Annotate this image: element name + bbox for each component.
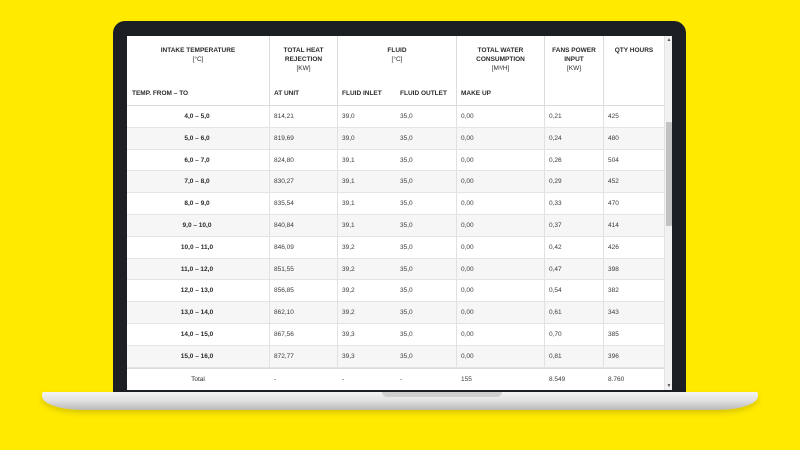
cell-outlet: 35,0 — [400, 243, 413, 251]
cell-fans: 0,47 — [549, 265, 562, 273]
cell-temp-range: 10,0 – 11,0 — [180, 243, 214, 251]
column-divider — [337, 324, 338, 345]
table-row — [127, 237, 664, 259]
cell-fans: 0,70 — [549, 331, 562, 338]
cell-inlet: 39,3 — [342, 352, 355, 360]
column-divider — [603, 128, 604, 149]
cell-water: 0,00 — [461, 200, 474, 208]
header-fluid-title: FLUID — [387, 47, 407, 54]
column-divider — [544, 346, 545, 367]
column-divider — [269, 128, 270, 149]
cell-heat: 824,80 — [274, 156, 294, 164]
column-divider — [456, 324, 457, 345]
column-divider — [337, 106, 338, 127]
laptop-screen — [127, 36, 672, 390]
cell-hours: 396 — [608, 352, 619, 360]
cell-hours: 398 — [608, 265, 619, 273]
cell-water: 0,00 — [461, 156, 474, 164]
column-divider — [456, 302, 457, 323]
column-divider — [337, 259, 338, 280]
cell-hours: 414 — [608, 222, 619, 229]
cell-water: 0,00 — [461, 265, 474, 273]
cell-temp-range: 7,0 – 8,0 — [184, 178, 210, 186]
column-divider — [456, 150, 457, 171]
table-header — [127, 36, 664, 106]
column-divider — [544, 237, 545, 258]
header-intake-title: INTAKE TEMPERATURE — [160, 47, 236, 54]
cell-fans: 0,61 — [549, 309, 562, 317]
table-row — [127, 193, 664, 215]
cell-inlet: 39,1 — [342, 156, 355, 164]
cell-fans: 0,81 — [549, 352, 562, 360]
cell-water: 0,00 — [461, 134, 474, 142]
header-water-unit: [M³/H] — [491, 65, 510, 72]
vertical-scrollbar[interactable] — [664, 36, 672, 390]
table-row — [127, 150, 664, 172]
column-divider — [603, 150, 604, 171]
cell-inlet: 39,1 — [342, 222, 355, 229]
column-divider — [269, 106, 270, 127]
column-divider — [544, 302, 545, 323]
header-qty-hours — [603, 36, 664, 106]
header-heat-unit: [KW] — [296, 65, 311, 72]
column-divider — [544, 193, 545, 214]
total-fans: 8.549 — [549, 376, 566, 383]
column-divider — [337, 280, 338, 301]
column-divider — [544, 324, 545, 345]
total-outlet: - — [400, 376, 403, 383]
laptop-base — [42, 392, 758, 410]
header-qty-title: QTY HOURS — [614, 47, 654, 54]
column-divider — [603, 280, 604, 301]
column-divider — [456, 259, 457, 280]
cell-hours: 382 — [608, 287, 619, 295]
cell-hours: 385 — [608, 331, 619, 338]
header-fans-power — [544, 36, 603, 106]
cell-heat: 867,56 — [274, 331, 294, 338]
subheader-make-up: MAKE UP — [461, 90, 491, 97]
table-row — [127, 259, 664, 281]
cell-temp-range: 13,0 – 14,0 — [180, 309, 214, 317]
column-divider — [603, 193, 604, 214]
column-divider — [603, 215, 604, 236]
total-heat: - — [274, 376, 277, 383]
column-divider — [337, 150, 338, 171]
cell-fans: 0,54 — [549, 287, 562, 295]
table-row — [127, 106, 664, 128]
subheader-fluid-outlet: FLUID OUTLET — [400, 90, 447, 97]
cell-fans: 0,24 — [549, 134, 562, 142]
column-divider — [603, 302, 604, 323]
cell-heat: 830,27 — [274, 178, 294, 186]
cell-outlet: 35,0 — [400, 287, 413, 295]
cell-temp-range: 9,0 – 10,0 — [182, 222, 212, 229]
cell-water: 0,00 — [461, 243, 474, 251]
header-intake-unit: [°C] — [192, 56, 204, 63]
column-divider — [269, 150, 270, 171]
cell-inlet: 39,2 — [342, 309, 355, 317]
table-row — [127, 346, 664, 368]
cell-hours: 343 — [608, 309, 619, 317]
column-divider — [456, 106, 457, 127]
cell-water: 0,00 — [461, 331, 474, 338]
header-fluid-unit: [°C] — [391, 56, 403, 63]
column-divider — [544, 215, 545, 236]
cell-inlet: 39,2 — [342, 287, 355, 295]
cell-heat: 872,77 — [274, 352, 294, 360]
column-divider — [456, 171, 457, 192]
cell-hours: 425 — [608, 113, 619, 120]
cell-hours: 480 — [608, 134, 619, 142]
cell-temp-range: 12,0 – 13,0 — [180, 287, 214, 295]
column-divider — [544, 280, 545, 301]
cell-fans: 0,21 — [549, 113, 562, 120]
column-divider — [337, 346, 338, 367]
cell-hours: 504 — [608, 156, 619, 164]
column-divider — [269, 215, 270, 236]
cell-hours: 470 — [608, 200, 619, 208]
cell-heat: 846,09 — [274, 243, 294, 251]
cell-outlet: 35,0 — [400, 352, 413, 360]
cell-outlet: 35,0 — [400, 156, 413, 164]
total-hours: 8.760 — [608, 376, 625, 383]
cell-inlet: 39,0 — [342, 113, 355, 120]
total-inlet: - — [342, 376, 345, 383]
column-divider — [456, 128, 457, 149]
cell-hours: 426 — [608, 243, 619, 251]
column-divider — [337, 237, 338, 258]
cell-fans: 0,26 — [549, 156, 562, 164]
cell-heat: 862,10 — [274, 309, 294, 317]
column-divider — [337, 302, 338, 323]
column-divider — [603, 259, 604, 280]
cell-heat: 851,55 — [274, 265, 294, 273]
scroll-up-arrow-icon[interactable]: ▲ — [666, 37, 672, 43]
table-row — [127, 215, 664, 237]
column-divider — [269, 193, 270, 214]
cell-temp-range: 8,0 – 9,0 — [184, 200, 210, 208]
laptop-base-notch — [382, 392, 502, 397]
table-row — [127, 302, 664, 324]
cell-inlet: 39,0 — [342, 134, 355, 142]
column-divider — [269, 346, 270, 367]
column-divider — [269, 280, 270, 301]
column-divider — [603, 106, 604, 127]
cell-heat: 835,54 — [274, 200, 294, 208]
table-row — [127, 171, 664, 193]
column-divider — [603, 237, 604, 258]
total-label: Total — [191, 376, 205, 383]
total-row — [127, 368, 664, 390]
cell-temp-range: 11,0 – 12,0 — [180, 265, 214, 273]
header-water-title: TOTAL WATER CONSUMPTION — [476, 47, 525, 63]
cell-outlet: 35,0 — [400, 331, 413, 338]
cell-outlet: 35,0 — [400, 178, 413, 186]
cell-inlet: 39,1 — [342, 200, 355, 208]
column-divider — [456, 237, 457, 258]
cell-outlet: 35,0 — [400, 134, 413, 142]
column-divider — [456, 346, 457, 367]
column-divider — [269, 237, 270, 258]
scrollbar-thumb[interactable] — [666, 122, 672, 226]
cell-temp-range: 4,0 – 5,0 — [184, 113, 210, 120]
cell-fans: 0,37 — [549, 222, 562, 229]
cell-outlet: 35,0 — [400, 309, 413, 317]
column-divider — [456, 193, 457, 214]
column-divider — [337, 193, 338, 214]
column-divider — [544, 259, 545, 280]
cell-outlet: 35,0 — [400, 113, 413, 120]
cell-inlet: 39,2 — [342, 243, 355, 251]
column-divider — [269, 302, 270, 323]
header-heat-title: TOTAL HEAT REJECTION — [283, 47, 324, 63]
table-row — [127, 280, 664, 302]
cell-fans: 0,33 — [549, 200, 562, 208]
column-divider — [337, 171, 338, 192]
cell-inlet: 39,2 — [342, 265, 355, 273]
column-divider — [603, 346, 604, 367]
column-divider — [544, 150, 545, 171]
column-divider — [544, 128, 545, 149]
cell-outlet: 35,0 — [400, 200, 413, 208]
column-divider — [544, 106, 545, 127]
cell-temp-range: 5,0 – 6,0 — [184, 134, 210, 142]
column-divider — [269, 324, 270, 345]
column-divider — [269, 171, 270, 192]
cell-water: 0,00 — [461, 309, 474, 317]
cell-outlet: 35,0 — [400, 222, 413, 229]
cell-heat: 856,85 — [274, 287, 294, 295]
data-table — [127, 36, 664, 390]
column-divider — [337, 128, 338, 149]
cell-temp-range: 6,0 – 7,0 — [184, 156, 210, 164]
cell-heat: 819,69 — [274, 134, 294, 142]
cell-water: 0,00 — [461, 287, 474, 295]
cell-fans: 0,29 — [549, 178, 562, 186]
subheader-temp: TEMP. FROM – TO — [132, 90, 189, 97]
cell-outlet: 35,0 — [400, 265, 413, 273]
cell-heat: 840,84 — [274, 222, 294, 229]
cell-inlet: 39,3 — [342, 331, 355, 338]
total-water: 155 — [461, 376, 472, 383]
cell-inlet: 39,1 — [342, 178, 355, 186]
cell-fans: 0,42 — [549, 243, 562, 251]
column-divider — [337, 215, 338, 236]
column-divider — [544, 171, 545, 192]
cell-water: 0,00 — [461, 178, 474, 186]
header-fans-unit: [KW] — [566, 65, 582, 72]
cell-water: 0,00 — [461, 222, 474, 229]
cell-temp-range: 14,0 – 15,0 — [180, 331, 214, 338]
cell-heat: 814,21 — [274, 113, 294, 120]
cell-temp-range: 15,0 – 16,0 — [180, 352, 214, 360]
column-divider — [603, 324, 604, 345]
cell-water: 0,00 — [461, 113, 474, 120]
subheader-at-unit: AT UNIT — [274, 90, 300, 97]
subheader-fluid-inlet: FLUID INLET — [342, 90, 382, 97]
cell-hours: 452 — [608, 178, 619, 186]
column-divider — [456, 215, 457, 236]
header-fans-title: FANS POWER INPUT — [552, 47, 596, 63]
column-divider — [456, 280, 457, 301]
table-row — [127, 324, 664, 346]
table-row — [127, 128, 664, 150]
cell-water: 0,00 — [461, 352, 474, 360]
column-divider — [269, 259, 270, 280]
column-divider — [603, 171, 604, 192]
scroll-down-arrow-icon[interactable]: ▼ — [666, 383, 672, 389]
